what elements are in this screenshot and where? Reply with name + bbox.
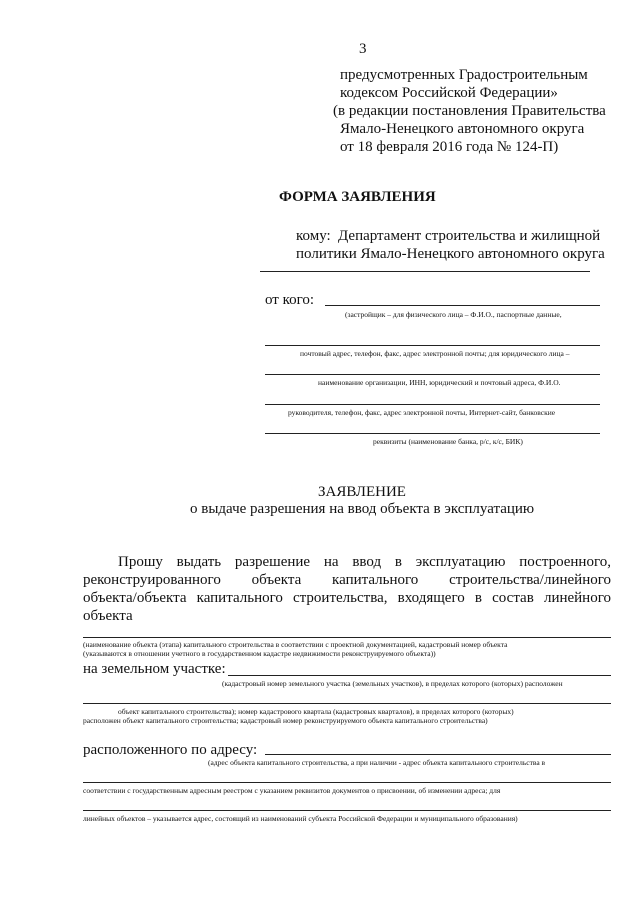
statement-subtitle: о выдаче разрешения на ввод объекта в эксплуатацию [190, 501, 535, 517]
address-hint: соответствии с государственным адресным реестром с указанием реквизитов документов о присвоении, об изменении адреса; для [83, 786, 501, 795]
recipient-line-2: политики Ямало-Ненецкого автономного округа [296, 246, 605, 262]
header-note-line: предусмотренных Градостроительным [340, 67, 588, 83]
request-line: объекта/объекта капитального строительства, входящего в состав линейного [83, 590, 611, 606]
sender-input-line[interactable] [265, 404, 600, 405]
request-line: реконструированного объекта капитального строительства/линейного [83, 572, 611, 588]
request-line: Прошу выдать разрешение на ввод в эксплуатацию построенного, [118, 554, 611, 570]
land-hint: расположен объект капитального строительства; кадастровый номер реконструируемого объекта капитального строительства) [83, 716, 488, 725]
header-note-line: Ямало-Ненецкого автономного округа [340, 121, 585, 137]
address-input-line[interactable] [83, 782, 611, 783]
land-input-line[interactable] [83, 703, 611, 704]
address-label: расположенного по адресу: [83, 742, 258, 758]
recipient-line-1: Департамент строительства и жилищной [338, 228, 601, 244]
address-input-line[interactable] [83, 810, 611, 811]
address-hint: (адрес объекта капитального строительства, а при наличии - адрес объекта капитального строительства в [208, 758, 546, 767]
land-label: на земельном участке: [83, 661, 226, 677]
sender-hint: руководителя, телефон, факс, адрес электронной почты, Интернет-сайт, банковские [288, 408, 556, 417]
address-hint: линейных объектов – указывается адрес, состоящий из наименований субъекта Российской Федерации и муниципального образования) [83, 814, 518, 823]
statement-title: ЗАЯВЛЕНИЕ [318, 484, 406, 500]
sender-input-line[interactable] [265, 374, 600, 375]
request-line: объекта [83, 608, 133, 624]
sender-hint: почтовый адрес, телефон, факс, адрес электронной почты; для юридического лица – [300, 349, 570, 358]
form-title: ФОРМА ЗАЯВЛЕНИЯ [279, 189, 436, 205]
land-hint: объект капитального строительства); номер кадастрового квартала (кадастровых кварталов), в пределах которого (которых) [118, 707, 514, 716]
object-input-line[interactable] [83, 637, 611, 638]
object-hint: (указываются в отношении учетного в государственном кадастре недвижимости реконструируемого объекта)) [83, 649, 436, 658]
header-note-line: (в редакции постановления Правительства [333, 103, 606, 119]
page-number: 3 [359, 41, 367, 57]
sender-label: от кого: [265, 292, 315, 308]
sender-hint: наименование организации, ИНН, юридический и почтовый адреса, Ф.И.О. [318, 378, 561, 387]
sender-hint: реквизиты (наименование банка, р/с, к/с, БИК) [373, 437, 523, 446]
header-note-line: от 18 февраля 2016 года № 124-П) [340, 139, 559, 155]
request-text [83, 553, 611, 625]
address-input-line[interactable] [265, 754, 611, 755]
recipient-label: кому: [296, 228, 331, 244]
sender-hint: (застройщик – для физического лица – Ф.И.О., паспортные данные, [345, 310, 562, 319]
land-hint: (кадастровый номер земельного участка (земельных участков), в пределах которого (которых) расположен [222, 679, 563, 688]
header-note-line: кодексом Российской Федерации» [340, 85, 558, 101]
sender-input-line[interactable] [325, 305, 600, 306]
signature-line [260, 271, 590, 272]
object-hint: (наименование объекта (этапа) капитального строительства в соответствии с проектной документацией, кадастровый номер объекта [83, 640, 508, 649]
land-input-line[interactable] [228, 675, 611, 676]
sender-input-line[interactable] [265, 433, 600, 434]
sender-input-line[interactable] [265, 345, 600, 346]
